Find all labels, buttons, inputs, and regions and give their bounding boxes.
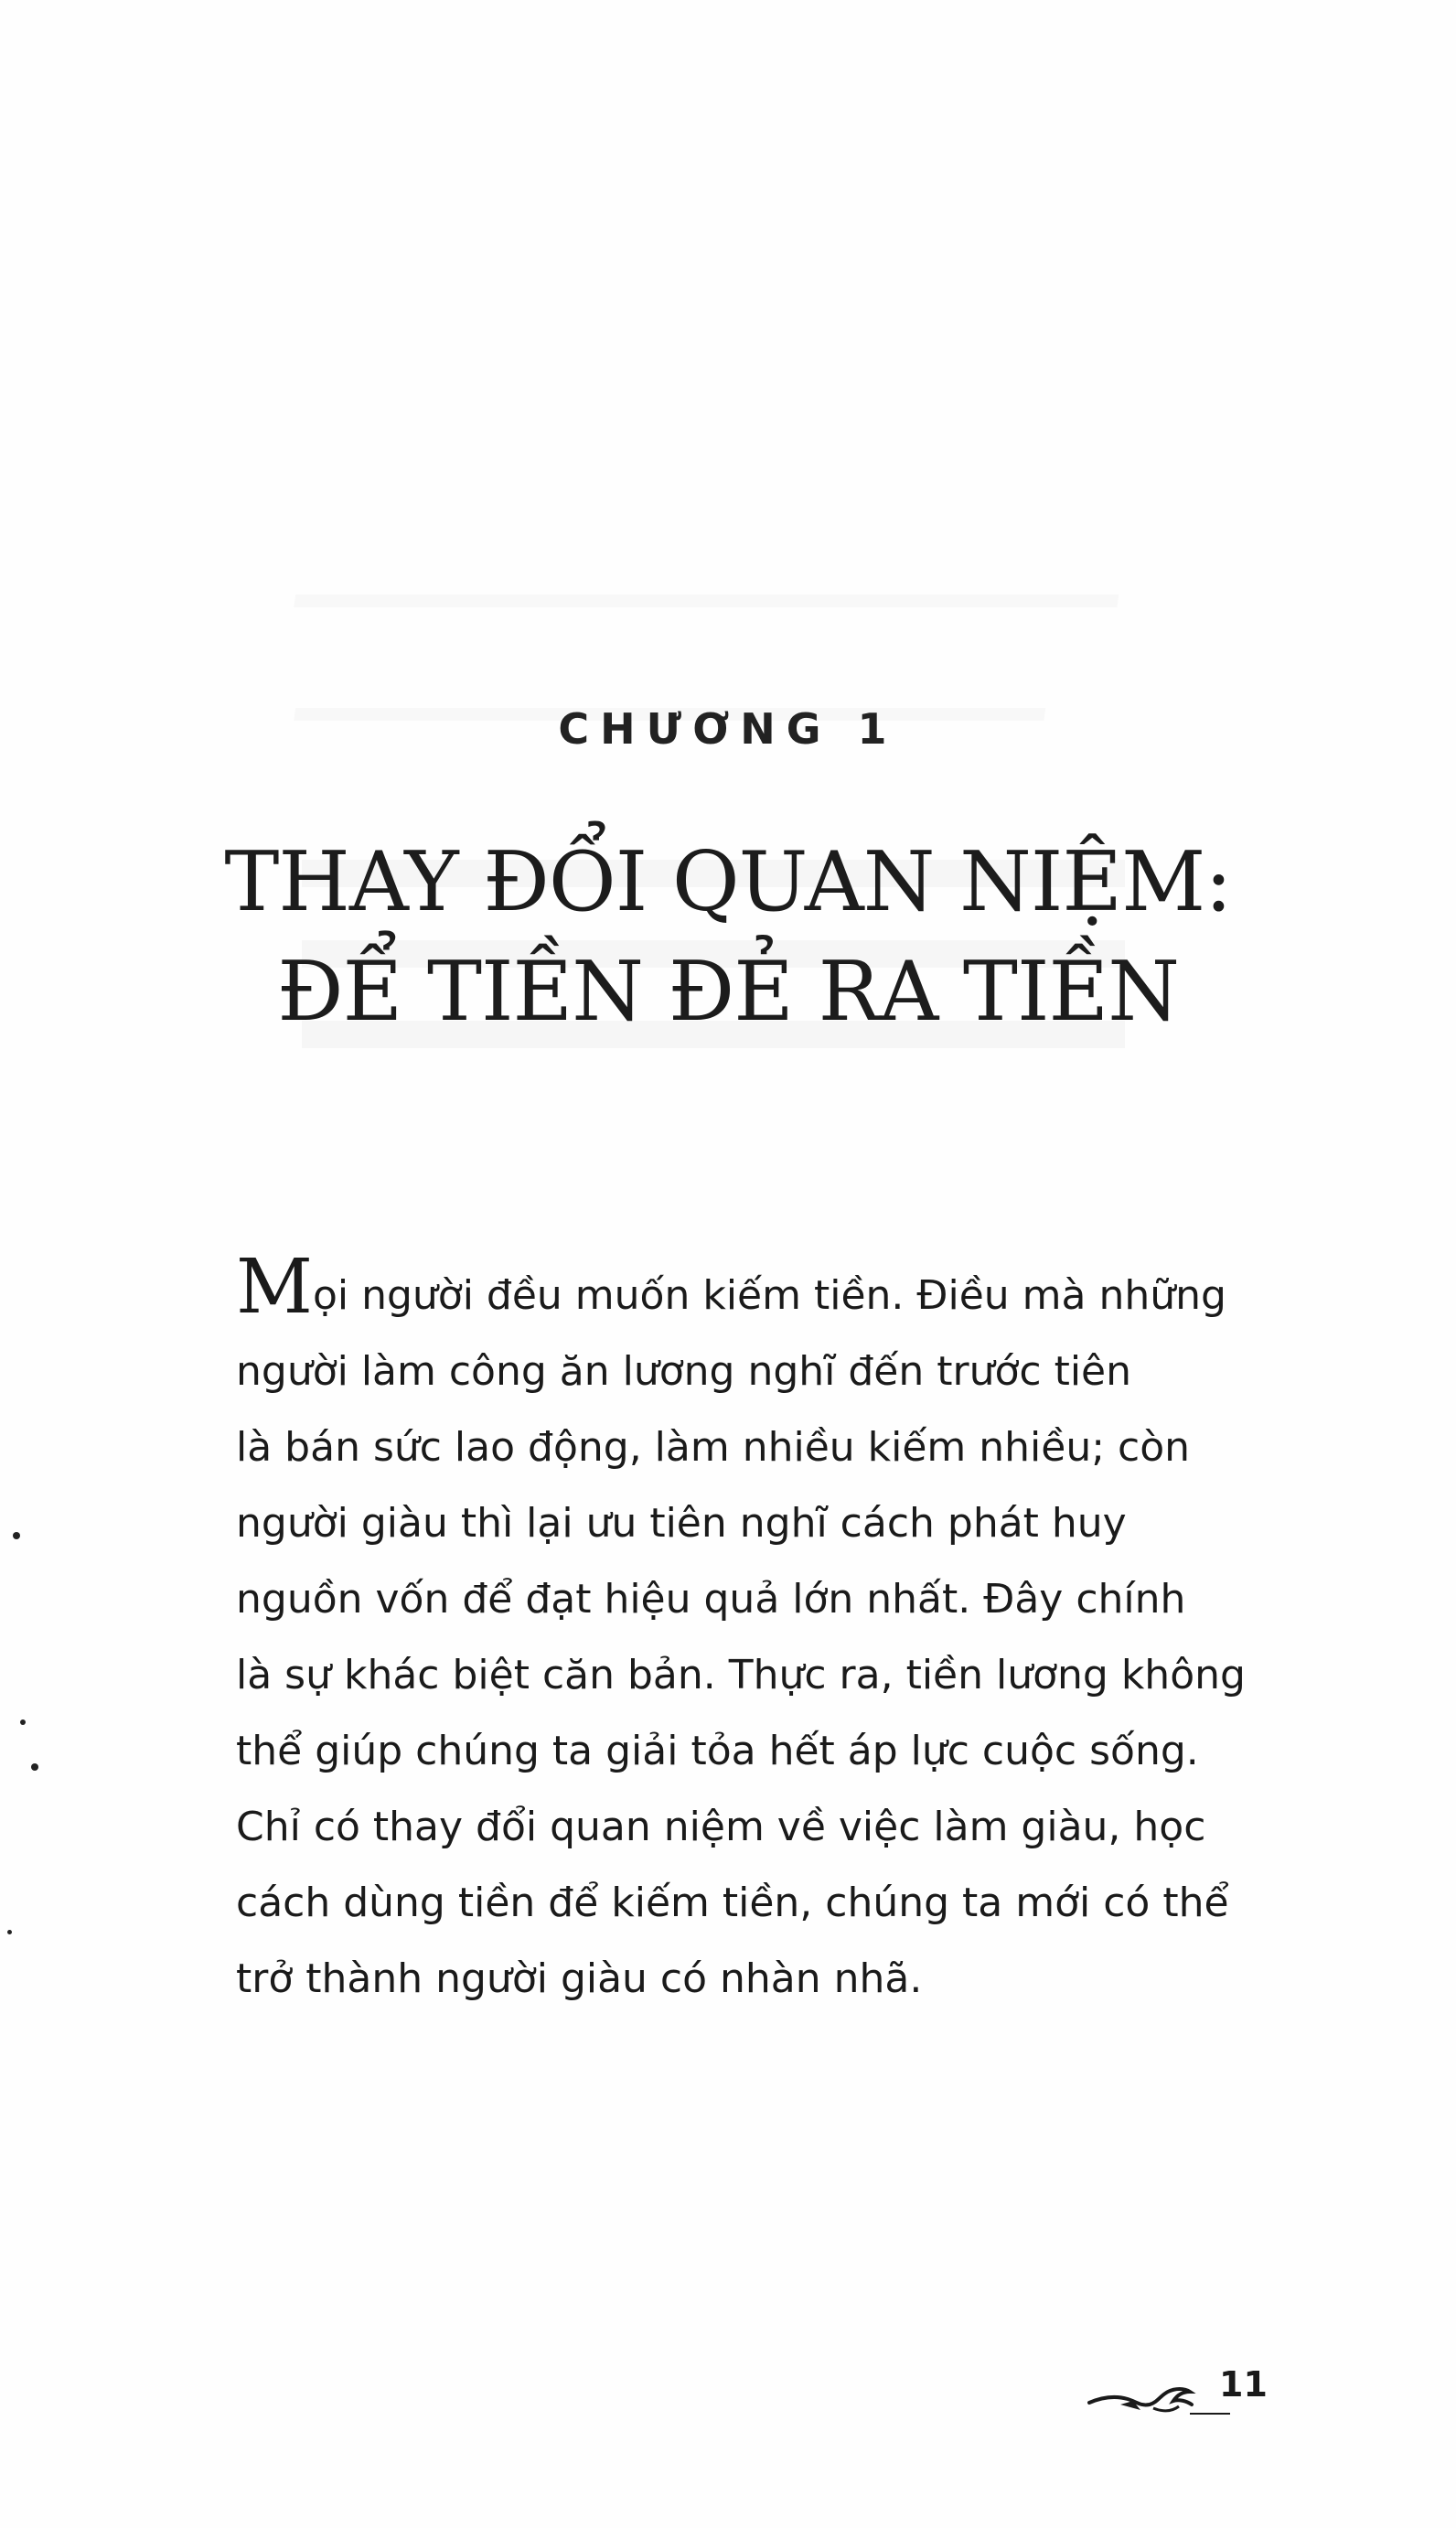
chapter-label: CHƯƠNG 1: [558, 704, 898, 754]
body-line-8: Chỉ có thay đổi quan niệm về việc làm giàu, học: [236, 1804, 1206, 1850]
chapter-title: [0, 828, 1456, 1047]
body-line-4: người giàu thì lại ưu tiên nghĩ cách phát huy: [236, 1500, 1127, 1547]
body-line-3: là bán sức lao động, làm nhiều kiếm nhiều; còn: [236, 1424, 1191, 1471]
body-line-2: người làm công ăn lương nghĩ đến trước tiên: [236, 1348, 1131, 1395]
margin-speck: [20, 1719, 26, 1725]
body-line-6: là sự khác biệt căn bản. Thực ra, tiền lương không: [236, 1652, 1246, 1698]
page-footer: [1084, 2364, 1285, 2428]
body-line-1-text: ọi người đều muốn kiếm tiền. Điều mà những: [312, 1272, 1226, 1319]
flourish-ornament-icon: [1084, 2364, 1230, 2419]
body-line-10: trở thành người giàu có nhàn nhã.: [236, 1955, 923, 2002]
drop-cap: M: [236, 1244, 313, 1331]
margin-speck: [7, 1930, 12, 1934]
body-paragraph: [236, 1244, 1246, 2017]
body-line-1: [236, 1244, 1226, 1334]
body-line-9: cách dùng tiền để kiếm tiền, chúng ta mới có thể: [236, 1880, 1229, 1926]
body-line-7: thể giúp chúng ta giải tỏa hết áp lực cuộc sống.: [236, 1728, 1199, 1774]
page-number: 11: [1219, 2364, 1268, 2405]
margin-speck: [31, 1763, 38, 1771]
margin-speck: [13, 1532, 20, 1539]
chapter-title-line-2: ĐỂ TIỀN ĐẺ RA TIỀN: [277, 944, 1179, 1040]
bleed-through-heading: [302, 494, 1125, 721]
chapter-title-line-1: THAY ĐỔI QUAN NIỆM:: [224, 834, 1232, 930]
body-line-5: nguồn vốn để đạt hiệu quả lớn nhất. Đây chính: [236, 1576, 1186, 1623]
